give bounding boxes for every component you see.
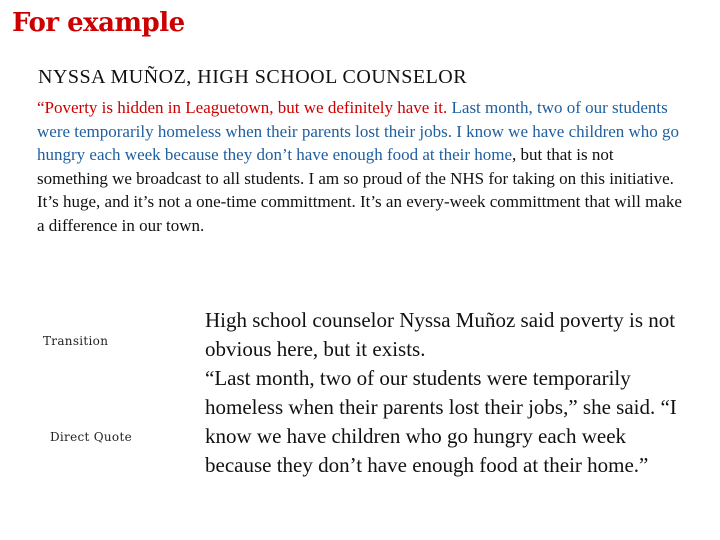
quote-part-direct: Last month, two of our students were temporarily homeless when their parents lost their jobs. I know we have children who go hungry each week because they don’t have enough food at their home (37, 98, 680, 164)
original-quote (37, 96, 687, 237)
label-direct-quote: Direct Quote (50, 430, 132, 444)
slide-heading: For example (12, 8, 185, 38)
quote-part-rest: , but that is not something we broadcast to all students. I am so proud of the NHS for taking on this initiative. It’s huge, and it’s not a one-time committment. It’s an every-week committment that will make a difference in our town. (37, 145, 682, 235)
quote-part-transition: “Poverty is hidden in Leaguetown, but we definitely have it. (37, 98, 452, 117)
story-paragraph-quote: “Last month, two of our students were temporarily homeless when their parents lost their jobs,” she said. “I know we have children who go hungry each week because they don’t have enough food at their home.” (205, 366, 677, 477)
speaker-name: NYSSA MUÑOZ, HIGH SCHOOL COUNSELOR (38, 66, 468, 88)
label-transition: Transition (43, 334, 109, 348)
story-excerpt (181, 306, 691, 480)
story-paragraph-transition: High school counselor Nyssa Muñoz said poverty is not obvious here, but it exists. (205, 308, 676, 361)
